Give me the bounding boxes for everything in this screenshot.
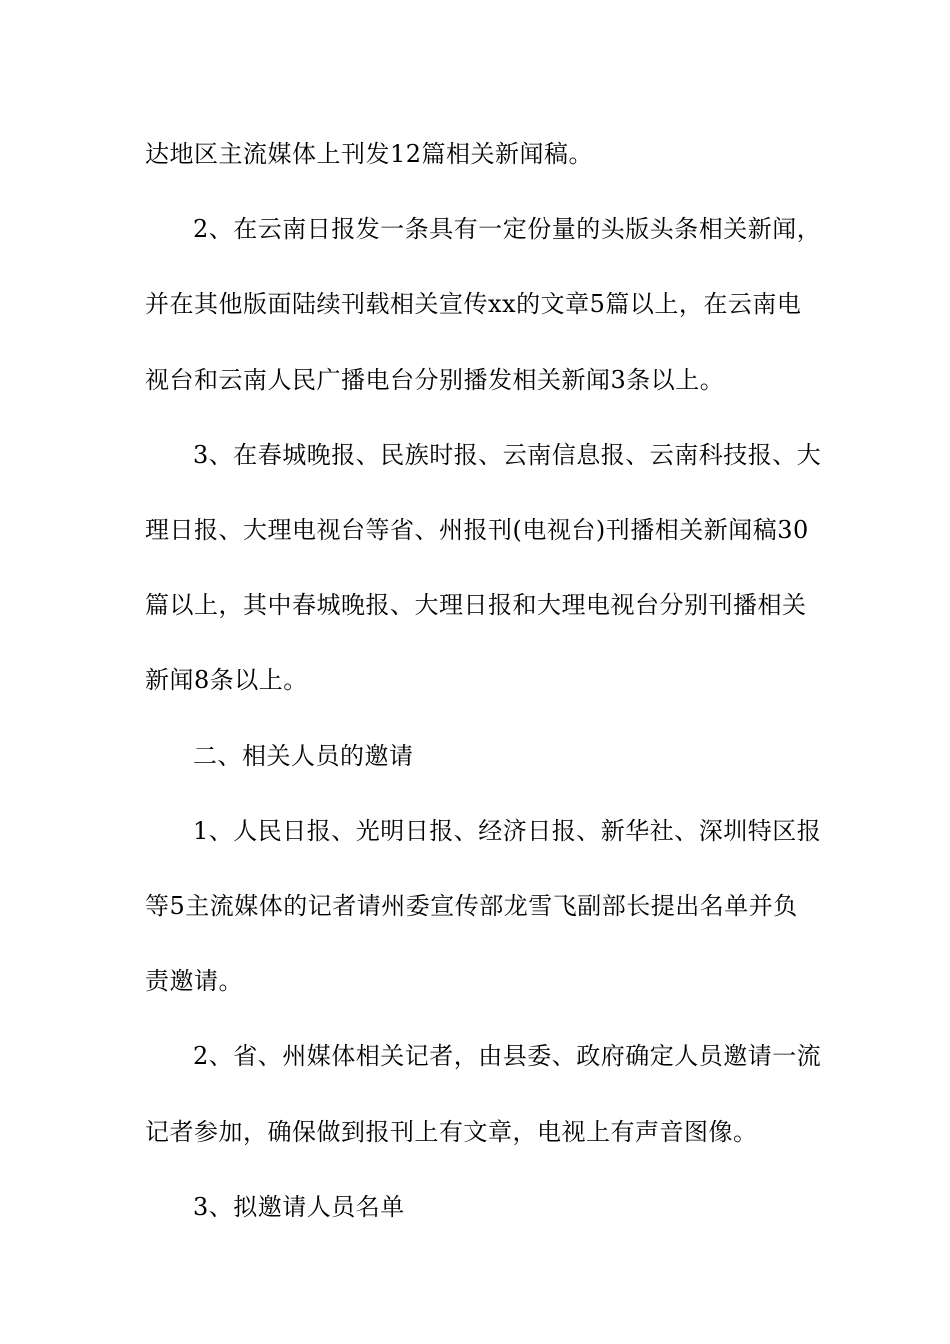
text-line: 责邀请。 [145,967,243,995]
text-line: 理日报、大理电视台等省、州报刊(电视台)刊播相关新闻稿30 [145,516,809,544]
text-line: 篇以上，其中春城晚报、大理日报和大理电视台分别刊播相关 [145,591,807,619]
text-line: 2、省、州媒体相关记者，由县委、政府确定人员邀请一流 [193,1042,822,1070]
text-line: 1、人民日报、光明日报、经济日报、新华社、深圳特区报 [193,817,822,845]
text-line: 新闻8条以上。 [145,666,308,694]
text-line: 记者参加，确保做到报刊上有文章，电视上有声音图像。 [145,1118,758,1146]
text-line: 3、拟邀请人员名单 [193,1193,405,1221]
text-line: 达地区主流媒体上刊发12篇相关新闻稿。 [145,140,594,168]
section-heading: 二、相关人员的邀请 [193,742,414,770]
text-line: 等5主流媒体的记者请州委宣传部龙雪飞副部长提出名单并负 [145,892,798,920]
text-line: 并在其他版面陆续刊载相关宣传xx的文章5篇以上，在云南电 [145,290,802,318]
text-line: 视台和云南人民广播电台分别播发相关新闻3条以上。 [145,366,725,394]
text-line: 2、在云南日报发一条具有一定份量的头版头条相关新闻， [193,215,822,243]
text-line: 3、在春城晚报、民族时报、云南信息报、云南科技报、大 [193,441,822,469]
